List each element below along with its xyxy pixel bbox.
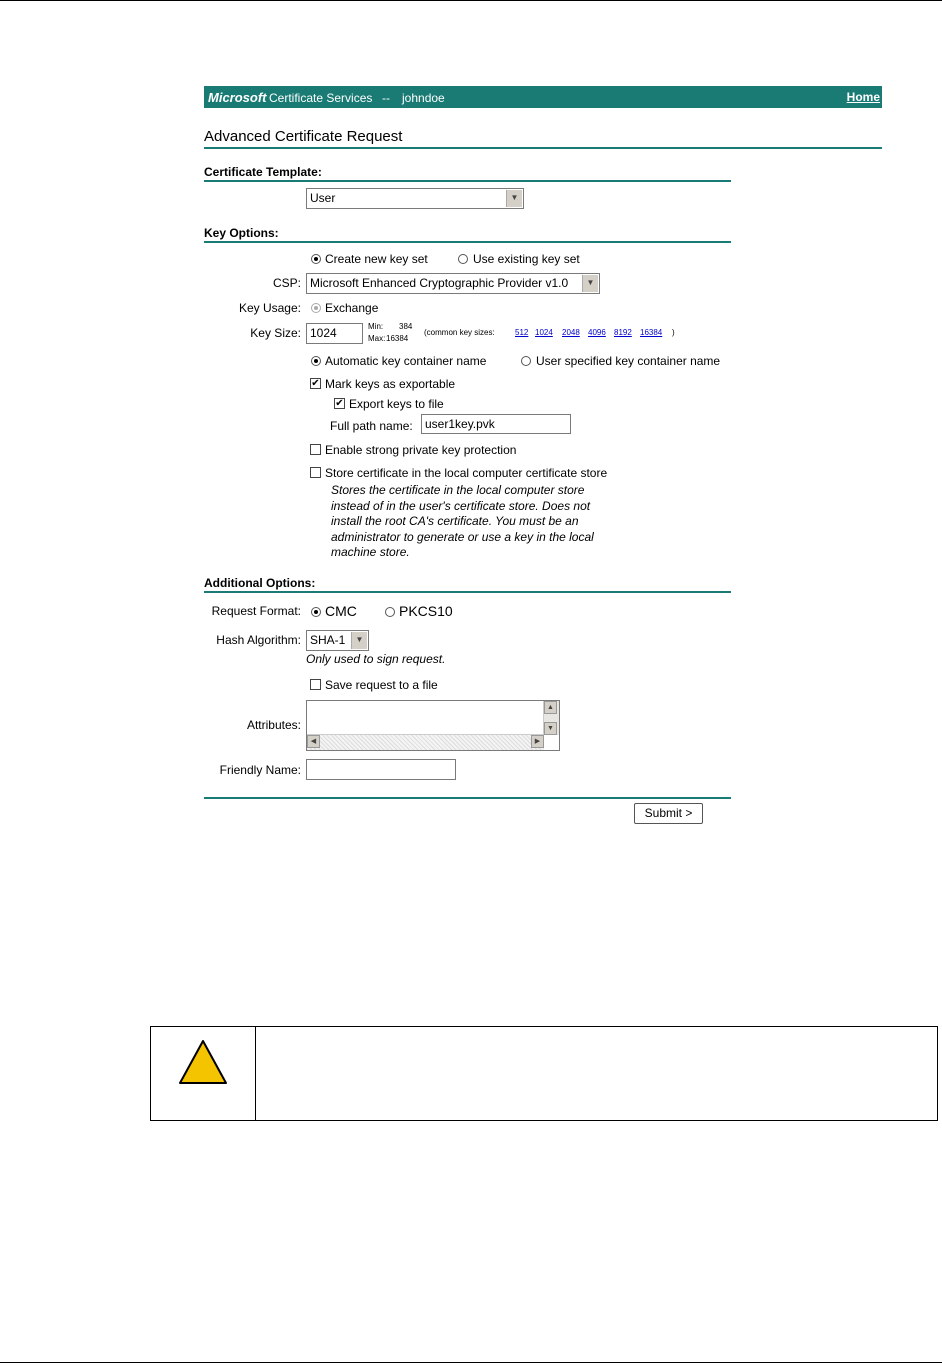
save-request-checkbox[interactable] xyxy=(310,679,321,690)
common-sizes-prefix: (common key sizes: xyxy=(424,328,495,337)
full-path-input[interactable] xyxy=(421,414,571,434)
pkcs10-label: PKCS10 xyxy=(399,603,453,619)
title-divider xyxy=(204,147,882,149)
certificate-template-value: User xyxy=(310,191,336,205)
hash-algorithm-value: SHA-1 xyxy=(310,633,346,647)
vertical-scrollbar[interactable] xyxy=(543,701,559,735)
cmc-label: CMC xyxy=(325,603,357,619)
common-sizes-suffix: ) xyxy=(672,328,675,337)
scroll-down-icon[interactable]: ▼ xyxy=(544,722,557,735)
key-size-link-8192[interactable]: 8192 xyxy=(614,328,632,337)
strong-protection-checkbox[interactable] xyxy=(310,444,321,455)
store-local-description: Stores the certificate in the local computer store instead of in the user's certificate store. Does not install the root CA's certificate. You must be an administrator to generate or use a key in the local machine store. xyxy=(331,483,594,559)
chevron-down-icon[interactable]: ▼ xyxy=(582,275,598,292)
brand-name: Microsoft xyxy=(208,90,267,105)
key-size-input[interactable] xyxy=(306,323,363,344)
scroll-right-icon[interactable]: ▶ xyxy=(531,735,544,748)
warning-triangle-icon xyxy=(178,1039,228,1085)
warning-callout xyxy=(150,1026,938,1121)
attributes-label: Attributes: xyxy=(246,718,301,732)
key-size-link-16384[interactable]: 16384 xyxy=(640,328,663,337)
form-bottom-divider xyxy=(204,797,731,799)
save-request-label: Save request to a file xyxy=(325,678,438,692)
chevron-down-icon[interactable]: ▼ xyxy=(351,632,367,649)
friendly-name-label: Friendly Name: xyxy=(219,763,301,777)
key-options-heading: Key Options: xyxy=(204,226,279,240)
auto-container-label: Automatic key container name xyxy=(325,354,487,368)
certificate-template-heading: Certificate Template: xyxy=(204,165,322,179)
user-container-label: User specified key container name xyxy=(536,354,721,368)
header-banner xyxy=(204,86,882,108)
create-new-key-label: Create new key set xyxy=(325,252,428,266)
user-name: johndoe xyxy=(402,91,445,105)
key-size-min-label: Min: xyxy=(368,322,384,331)
friendly-name-input[interactable] xyxy=(306,759,456,780)
hash-algorithm-label: Hash Algorithm: xyxy=(216,633,301,647)
key-size-link-2048[interactable]: 2048 xyxy=(562,328,580,337)
store-local-label: Store certificate in the local computer certificate store xyxy=(325,466,608,480)
store-local-checkbox[interactable] xyxy=(310,467,321,478)
csp-value: Microsoft Enhanced Cryptographic Provider v1.0 xyxy=(310,276,569,290)
csp-label: CSP: xyxy=(272,276,301,290)
cmc-radio[interactable] xyxy=(311,607,321,617)
mark-exportable-checkbox[interactable]: ✔ xyxy=(311,378,320,389)
page-bottom-rule xyxy=(0,1362,942,1363)
scroll-up-icon[interactable]: ▲ xyxy=(544,701,557,714)
auto-container-radio[interactable] xyxy=(311,356,321,366)
additional-options-heading: Additional Options: xyxy=(204,576,316,590)
export-to-file-label: Export keys to file xyxy=(349,397,444,411)
horizontal-scrollbar[interactable] xyxy=(307,734,544,750)
user-container-radio[interactable] xyxy=(521,356,531,366)
certificate-template-divider xyxy=(204,180,731,182)
key-size-label: Key Size: xyxy=(250,326,301,340)
mark-exportable-label: Mark keys as exportable xyxy=(325,377,456,391)
header-separator: -- xyxy=(382,91,390,105)
key-size-link-512[interactable]: 512 xyxy=(515,328,529,337)
export-to-file-checkbox[interactable]: ✔ xyxy=(335,398,344,409)
create-new-key-radio[interactable] xyxy=(311,254,321,264)
home-link[interactable]: Home xyxy=(846,90,880,104)
hash-algorithm-select[interactable] xyxy=(306,630,369,651)
key-size-value: 1024 xyxy=(310,326,337,340)
certificate-template-select[interactable] xyxy=(306,188,524,209)
page-title: Advanced Certificate Request xyxy=(204,128,403,145)
pkcs10-radio[interactable] xyxy=(385,607,395,617)
key-usage-label: Key Usage: xyxy=(238,301,301,315)
use-existing-key-radio[interactable] xyxy=(458,254,468,264)
page-top-rule xyxy=(0,0,942,1)
warning-divider xyxy=(255,1027,256,1120)
key-options-divider xyxy=(204,241,731,243)
key-usage-exchange-label: Exchange xyxy=(325,301,379,315)
key-size-link-4096[interactable]: 4096 xyxy=(588,328,606,337)
full-path-label: Full path name: xyxy=(330,419,413,433)
request-format-label: Request Format: xyxy=(211,604,301,618)
csp-select[interactable] xyxy=(306,273,600,294)
additional-options-divider xyxy=(204,591,731,593)
hash-note: Only used to sign request. xyxy=(306,652,446,666)
service-name: Certificate Services xyxy=(269,91,373,105)
key-size-max-label: Max: xyxy=(368,334,386,343)
scroll-left-icon[interactable]: ◀ xyxy=(307,735,320,748)
use-existing-key-label: Use existing key set xyxy=(473,252,580,266)
key-usage-exchange-radio[interactable] xyxy=(311,303,321,313)
key-size-link-1024[interactable]: 1024 xyxy=(535,328,553,337)
key-size-max-value: 16384 xyxy=(386,334,409,343)
attributes-textarea[interactable] xyxy=(306,700,560,751)
key-size-min-value: 384 xyxy=(399,322,413,331)
full-path-value: user1key.pvk xyxy=(425,417,495,431)
chevron-down-icon[interactable]: ▼ xyxy=(506,190,522,207)
submit-button[interactable]: Submit > xyxy=(634,803,703,824)
strong-protection-label: Enable strong private key protection xyxy=(325,443,517,457)
